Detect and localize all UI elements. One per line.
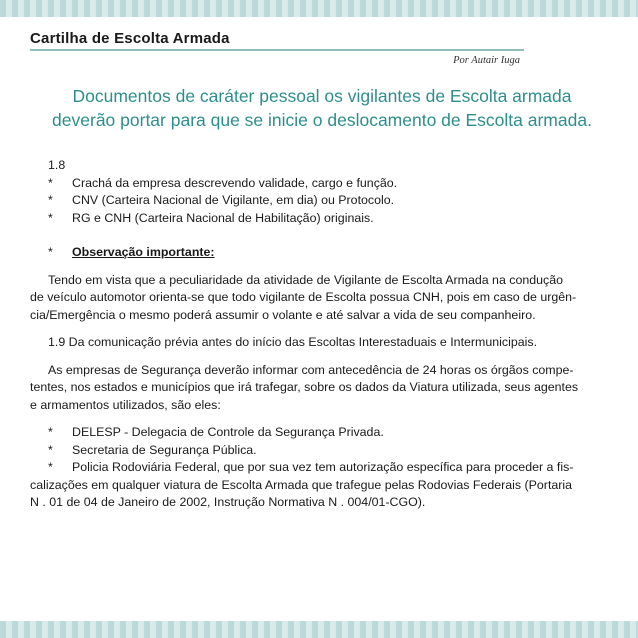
header-divider	[30, 49, 524, 51]
lead-line-2: deverão portar para que se inicie o deslocamento de Escolta armada.	[52, 110, 592, 130]
document-title: Cartilha de Escolta Armada	[30, 30, 230, 47]
paragraph-line: de veículo automotor orienta-se que todo vigilante de Escolta possua CNH, pois em caso de urgên-	[30, 290, 577, 304]
section-heading-1-9: 1.9 Da comunicação prévia antes do início das Escoltas Interestaduais e Intermunicipais.	[48, 335, 538, 349]
bullet-marker: *	[48, 175, 53, 190]
list-item	[30, 210, 608, 228]
list-item	[30, 192, 608, 210]
paragraph-line: tentes, nos estados e municípios que irá trafegar, sobre os dados da Viatura utilizada, seus agentes	[30, 380, 579, 394]
document-body	[30, 157, 608, 512]
list-item	[30, 424, 608, 442]
list-item-text: DELESP - Delegacia de Controle da Segurança Privada.	[72, 425, 384, 439]
paragraph-line: As empresas de Segurança deverão informar com antecedência de 24 horas os órgãos compe-	[48, 362, 574, 377]
top-border-pattern	[0, 0, 638, 17]
list-item-continuation: N . 01 de 04 de Janeiro de 2002, Instrução Normativa N . 004/01-CGO).	[30, 495, 426, 509]
lead-heading	[16, 84, 628, 132]
paragraph-line: e armamentos utilizados, são eles:	[30, 397, 221, 412]
list-item-text: Policia Rodoviária Federal, que por sua vez tem autorização específica para proceder a fis-	[72, 460, 574, 474]
section-number: 1.8	[48, 158, 66, 172]
list-item-text: RG e CNH (Carteira Nacional de Habilitação) originais.	[72, 210, 374, 225]
bullet-marker: *	[48, 193, 53, 207]
bullet-marker: *	[48, 210, 53, 225]
bottom-border-pattern	[0, 621, 638, 638]
lead-line-1: Documentos de caráter pessoal os vigilantes de Escolta armada	[72, 86, 572, 106]
list-item-text: Crachá da empresa descrevendo validade, cargo e função.	[72, 175, 398, 190]
author-byline: Por Autair Iuga	[453, 55, 520, 66]
bullet-marker: *	[48, 442, 53, 457]
communication-paragraph	[30, 362, 608, 415]
observation-heading	[30, 244, 608, 262]
bullet-marker: *	[48, 460, 53, 474]
paragraph-line: Tendo em vista que a peculiaridade da atividade de Vigilante de Escolta Armada na condução	[48, 272, 564, 287]
observation-label: Observação importante:	[72, 245, 215, 259]
list-item	[30, 175, 608, 193]
list-item-text: Secretaria de Segurança Pública.	[72, 442, 257, 457]
paragraph-line: cia/Emergência o mesmo poderá assumir o volante e até salvar a vida de seu companheiro.	[30, 307, 536, 322]
observation-paragraph	[30, 272, 608, 325]
bullet-marker: *	[48, 245, 53, 259]
list-item-continuation: calizações em qualquer viatura de Escolta Armada que trafegue pelas Rodovias Federais (Portaria	[30, 477, 573, 492]
list-item	[30, 442, 608, 460]
list-item-text: CNV (Carteira Nacional de Vigilante, em dia) ou Protocolo.	[72, 193, 395, 207]
bullet-marker: *	[48, 425, 53, 439]
list-item-multiline	[30, 459, 608, 512]
